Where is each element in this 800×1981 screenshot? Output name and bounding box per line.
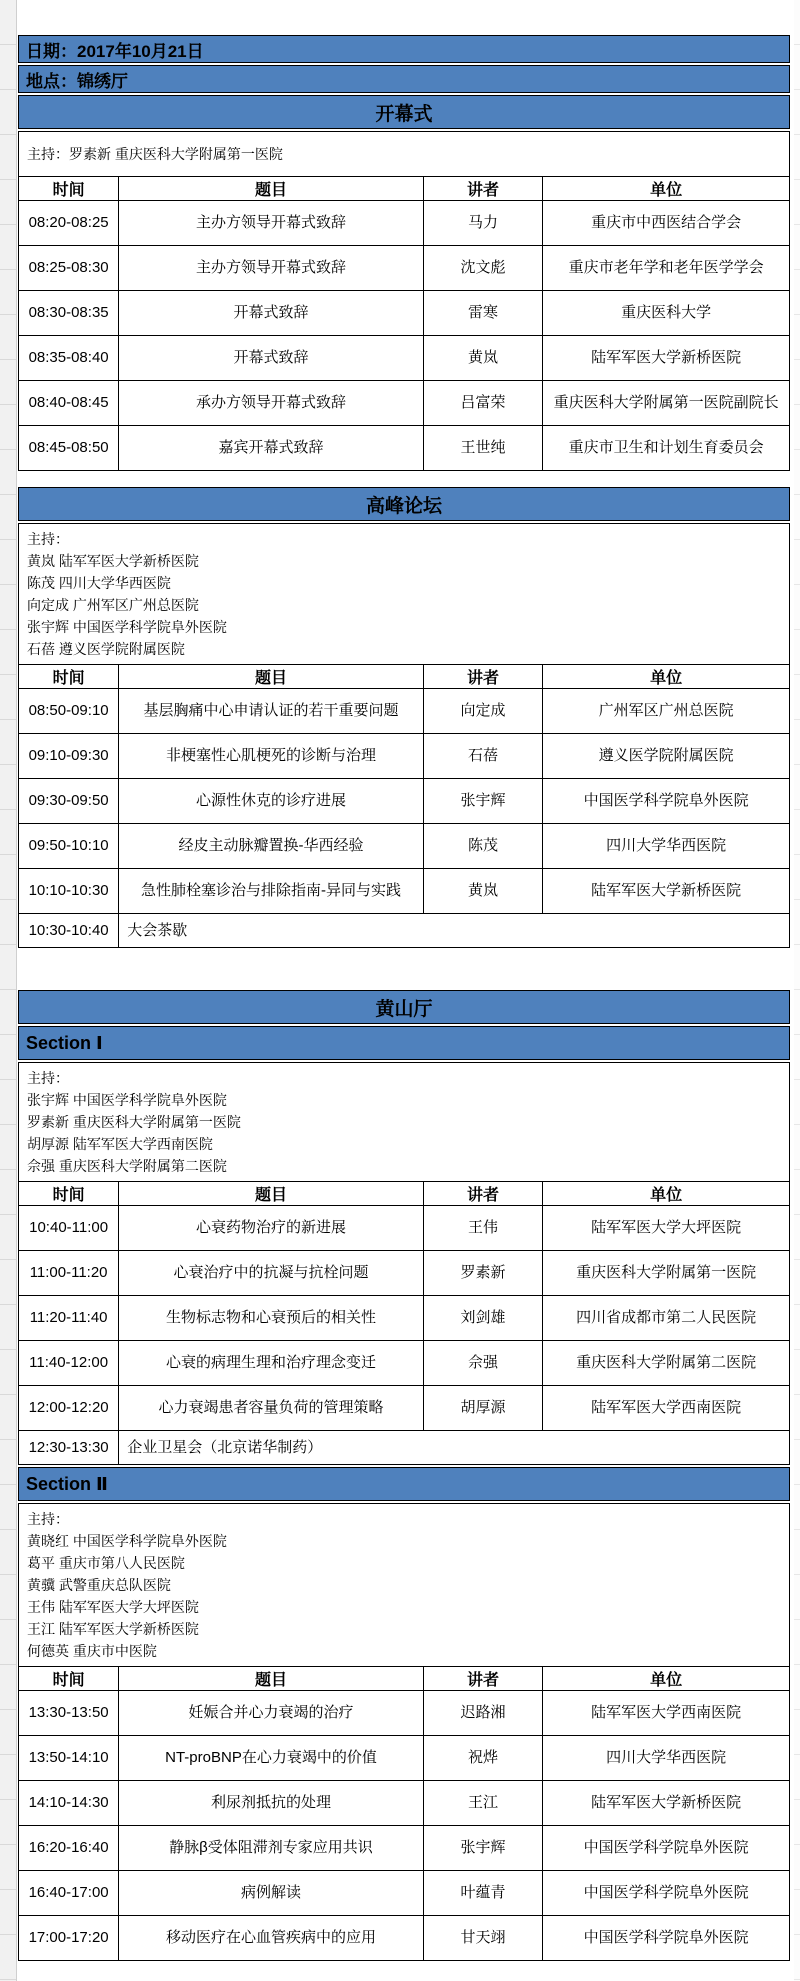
session-speaker: 石蓓 [423,734,543,779]
section-title-summit: 高峰论坛 [18,487,790,521]
break-time: 12:30-13:30 [19,1431,119,1465]
session-time: 08:50-09:10 [19,689,119,734]
spacer [18,948,790,988]
session-time: 13:30-13:50 [19,1691,119,1736]
hosts-row [19,524,790,665]
hosts-cell [19,1063,790,1182]
session-topic: 急性肺栓塞诊治与排除指南-异同与实践 [119,869,424,914]
session-topic: 开幕式致辞 [119,291,424,336]
session-topic: 生物标志物和心衰预后的相关性 [119,1296,424,1341]
session-time: 09:30-09:50 [19,779,119,824]
spreadsheet-right-gutter [794,0,800,1981]
hall-title-huangshan: 黄山厅 [18,990,790,1024]
host-line: 主持：罗素新 重庆医科大学附属第一医院 [27,146,283,162]
session-row [19,1736,790,1781]
section1-table [18,1062,790,1465]
venue-bar: 地点：锦绣厅 [18,65,790,93]
session-row [19,426,790,471]
session-time: 13:50-14:10 [19,1736,119,1781]
session-topic: 心源性休克的诊疗进展 [119,779,424,824]
session-topic: 主办方领导开幕式致辞 [119,201,424,246]
break-label: 大会茶歇 [119,914,790,948]
session-org: 四川大学华西医院 [543,1736,790,1781]
host-line: 胡厚源 陆军军医大学西南医院 [27,1136,213,1152]
session-org: 中国医学科学院阜外医院 [543,1826,790,1871]
section-bar-2: Section Ⅱ [18,1467,790,1501]
session-row [19,869,790,914]
host-line: 石蓓 遵义医学院附属医院 [27,641,185,657]
opening-table [18,131,790,471]
session-speaker: 黄岚 [423,869,543,914]
session-row [19,291,790,336]
session-time: 08:20-08:25 [19,201,119,246]
session-speaker: 吕富荣 [423,381,543,426]
column-header: 时间 [19,1182,119,1206]
break-time: 10:30-10:40 [19,914,119,948]
session-speaker: 佘强 [423,1341,543,1386]
session-org: 中国医学科学院阜外医院 [543,1916,790,1961]
session-speaker: 沈文彪 [423,246,543,291]
session-speaker: 向定成 [423,689,543,734]
session-row [19,381,790,426]
session-speaker: 王伟 [423,1206,543,1251]
session-row [19,1296,790,1341]
date-bar: 日期：2017年10月21日 [18,35,790,63]
section-bar-1: Section Ⅰ [18,1026,790,1060]
session-speaker: 雷寒 [423,291,543,336]
session-time: 10:40-11:00 [19,1206,119,1251]
session-speaker: 祝烨 [423,1736,543,1781]
break-row [19,1431,790,1465]
session-speaker: 胡厚源 [423,1386,543,1431]
session-org: 陆军军医大学新桥医院 [543,1781,790,1826]
session-speaker: 张宇辉 [423,1826,543,1871]
column-header: 讲者 [423,665,543,689]
session-row [19,1386,790,1431]
session-time: 16:20-16:40 [19,1826,119,1871]
session-row [19,336,790,381]
column-header-row [19,1182,790,1206]
session-org: 陆军军医大学新桥医院 [543,869,790,914]
column-header: 单位 [543,1667,790,1691]
section2-table [18,1503,790,1961]
session-row [19,779,790,824]
session-time: 16:40-17:00 [19,1871,119,1916]
session-speaker: 黄岚 [423,336,543,381]
session-time: 11:00-11:20 [19,1251,119,1296]
host-line: 王江 陆军军医大学新桥医院 [27,1621,199,1637]
summit-table [18,523,790,948]
session-speaker: 马力 [423,201,543,246]
session-topic: 开幕式致辞 [119,336,424,381]
session-time: 14:10-14:30 [19,1781,119,1826]
host-line: 黄晓红 中国医学科学院阜外医院 [27,1533,227,1549]
session-speaker: 王江 [423,1781,543,1826]
session-time: 09:50-10:10 [19,824,119,869]
host-line: 何德英 重庆市中医院 [27,1643,157,1659]
session-topic: 心衰治疗中的抗凝与抗栓问题 [119,1251,424,1296]
hosts-cell [19,132,790,177]
session-speaker: 王世纯 [423,426,543,471]
session-org: 广州军区广州总医院 [543,689,790,734]
session-org: 陆军军医大学西南医院 [543,1386,790,1431]
session-time: 12:00-12:20 [19,1386,119,1431]
host-line: 罗素新 重庆医科大学附属第一医院 [27,1114,241,1130]
host-line: 主持： [27,531,69,547]
session-row [19,1916,790,1961]
spreadsheet-left-gutter [0,0,17,1981]
session-topic: NT-proBNP在心力衰竭中的价值 [119,1736,424,1781]
column-header: 题目 [119,177,424,201]
session-speaker: 张宇辉 [423,779,543,824]
hosts-row [19,1063,790,1182]
section-title-opening: 开幕式 [18,95,790,129]
column-header-row [19,1667,790,1691]
session-time: 10:10-10:30 [19,869,119,914]
session-row [19,734,790,779]
session-topic: 承办方领导开幕式致辞 [119,381,424,426]
session-org: 重庆医科大学附属第一医院 [543,1251,790,1296]
session-org: 中国医学科学院阜外医院 [543,1871,790,1916]
host-line: 主持： [27,1511,69,1527]
session-time: 11:40-12:00 [19,1341,119,1386]
session-speaker: 迟路湘 [423,1691,543,1736]
session-org: 陆军军医大学西南医院 [543,1691,790,1736]
session-speaker: 叶蕴青 [423,1871,543,1916]
hosts-row [19,132,790,177]
session-topic: 经皮主动脉瓣置换-华西经验 [119,824,424,869]
session-time: 11:20-11:40 [19,1296,119,1341]
session-org: 陆军军医大学新桥医院 [543,336,790,381]
session-time: 08:40-08:45 [19,381,119,426]
session-org: 遵义医学院附属医院 [543,734,790,779]
column-header-row [19,177,790,201]
host-line: 葛平 重庆市第八人民医院 [27,1555,185,1571]
session-speaker: 甘天翊 [423,1916,543,1961]
session-time: 17:00-17:20 [19,1916,119,1961]
schedule-sheet [18,33,790,1961]
session-org: 四川大学华西医院 [543,824,790,869]
session-org: 陆军军医大学大坪医院 [543,1206,790,1251]
column-header-row [19,665,790,689]
session-time: 08:45-08:50 [19,426,119,471]
session-topic: 心衰药物治疗的新进展 [119,1206,424,1251]
session-topic: 嘉宾开幕式致辞 [119,426,424,471]
host-line: 陈茂 四川大学华西医院 [27,575,171,591]
session-org: 重庆医科大学 [543,291,790,336]
session-row [19,1781,790,1826]
column-header: 讲者 [423,1182,543,1206]
host-line: 黄岚 陆军军医大学新桥医院 [27,553,199,569]
session-org: 重庆市中西医结合学会 [543,201,790,246]
column-header: 题目 [119,665,424,689]
host-line: 向定成 广州军区广州总医院 [27,597,199,613]
break-label: 企业卫星会（北京诺华制药） [119,1431,790,1465]
session-row [19,1826,790,1871]
session-org: 重庆医科大学附属第一医院副院长 [543,381,790,426]
session-time: 08:30-08:35 [19,291,119,336]
column-header: 单位 [543,665,790,689]
session-topic: 心力衰竭患者容量负荷的管理策略 [119,1386,424,1431]
session-topic: 妊娠合并心力衰竭的治疗 [119,1691,424,1736]
column-header: 单位 [543,177,790,201]
session-speaker: 刘剑雄 [423,1296,543,1341]
break-row [19,914,790,948]
hosts-cell [19,524,790,665]
session-topic: 移动医疗在心血管疾病中的应用 [119,1916,424,1961]
session-row [19,1691,790,1736]
column-header: 时间 [19,177,119,201]
hosts-cell [19,1504,790,1667]
session-row [19,689,790,734]
column-header: 单位 [543,1182,790,1206]
host-line: 主持： [27,1070,69,1086]
session-time: 08:25-08:30 [19,246,119,291]
column-header: 题目 [119,1667,424,1691]
column-header: 题目 [119,1182,424,1206]
column-header: 时间 [19,665,119,689]
session-row [19,246,790,291]
session-topic: 非梗塞性心肌梗死的诊断与治理 [119,734,424,779]
session-org: 中国医学科学院阜外医院 [543,779,790,824]
host-line: 张宇辉 中国医学科学院阜外医院 [27,619,227,635]
session-row [19,1206,790,1251]
session-org: 重庆医科大学附属第二医院 [543,1341,790,1386]
session-row [19,201,790,246]
session-row [19,1251,790,1296]
session-row [19,824,790,869]
session-topic: 心衰的病理生理和治疗理念变迁 [119,1341,424,1386]
session-speaker: 罗素新 [423,1251,543,1296]
session-topic: 利尿剂抵抗的处理 [119,1781,424,1826]
column-header: 讲者 [423,177,543,201]
host-line: 佘强 重庆医科大学附属第二医院 [27,1158,227,1174]
session-topic: 基层胸痛中心申请认证的若干重要问题 [119,689,424,734]
session-time: 08:35-08:40 [19,336,119,381]
column-header: 时间 [19,1667,119,1691]
column-header: 讲者 [423,1667,543,1691]
session-topic: 病例解读 [119,1871,424,1916]
session-org: 重庆市老年学和老年医学学会 [543,246,790,291]
host-line: 张宇辉 中国医学科学院阜外医院 [27,1092,227,1108]
session-org: 四川省成都市第二人民医院 [543,1296,790,1341]
host-line: 王伟 陆军军医大学大坪医院 [27,1599,199,1615]
hosts-row [19,1504,790,1667]
session-time: 09:10-09:30 [19,734,119,779]
session-speaker: 陈茂 [423,824,543,869]
session-row [19,1871,790,1916]
host-line: 黄骥 武警重庆总队医院 [27,1577,171,1593]
session-org: 重庆市卫生和计划生育委员会 [543,426,790,471]
session-topic: 静脉β受体阻滞剂专家应用共识 [119,1826,424,1871]
session-row [19,1341,790,1386]
session-topic: 主办方领导开幕式致辞 [119,246,424,291]
spacer [18,471,790,485]
